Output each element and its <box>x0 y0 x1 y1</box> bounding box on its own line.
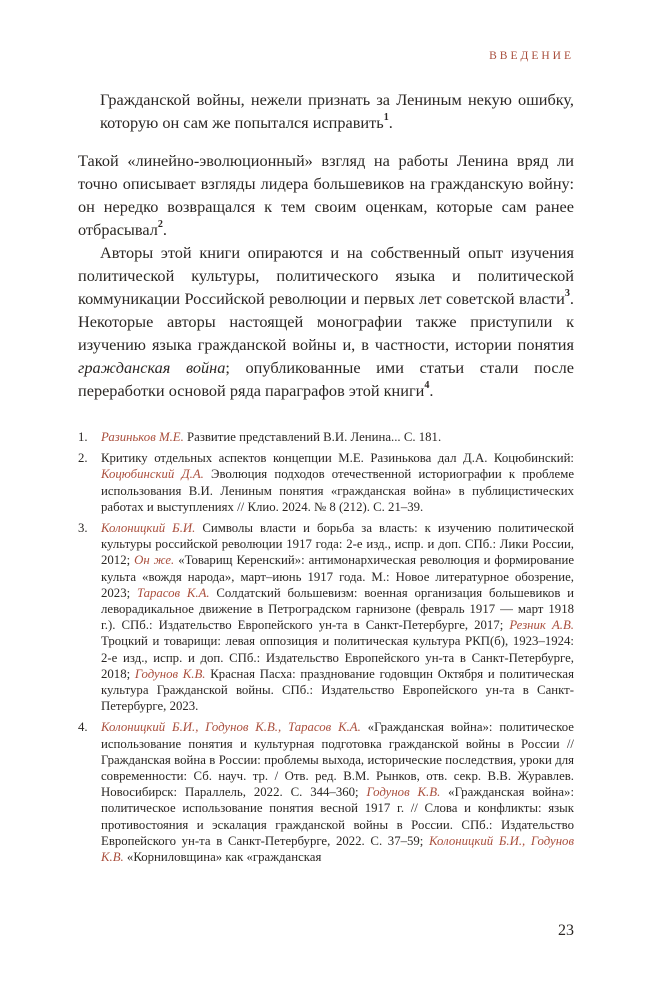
paragraph: Такой «линейно-эволюционный» взгляд на работы Ленина вряд ли точно описывает взгляды лидера большевиков на гражданскую войну: он нередко возвращался к тем своим оценкам, которые сам ранее отбрасывал$^2$. <box>78 151 574 239</box>
body-text <box>78 88 574 402</box>
paragraph: Авторы этой книги опираются и на собственный опыт изучения политической культуры, политического языка и политической коммуникации Российской революции и первых лет советской власти$^3$. Некоторые авторы настоящей монографии также приступили к изучению языка гражданской войны и, в частности, истории понятия гражданская война; опубликованные ими статьи стали после переработки основой ряда параграфов этой книги$^4$. <box>78 243 574 400</box>
paragraph-continuation: Гражданской войны, нежели признать за Лениным некую ошибку, которую он сам же попытался исправить$^1$. <box>100 90 574 132</box>
footnote-number: 4. <box>78 720 88 735</box>
footnote-item <box>78 429 574 445</box>
footnote-item <box>78 520 574 714</box>
footnotes-section <box>78 429 574 865</box>
page-number: 23 <box>558 922 574 939</box>
footnote-item <box>78 719 574 865</box>
footnote-item <box>78 450 574 515</box>
running-header: ВВЕДЕНИЕ <box>489 50 574 62</box>
footnote-number: 3. <box>78 521 88 536</box>
footnote-text: Колоницкий Б.И. Символы власти и борьба за власть: к изучению политической культуры российской революции 1917 года: 2-е изд., испр. и доп. СПб.: Лики России, 2012; Он же. «Товарищ Керенский»: антимонархическая революция и формирование культа «вождя народа», март–июнь 1917 года. М.: Новое литературное обозрение, 2023; Тарасов К.А. Солдатский большевизм: военная организация большевиков и леворадикальное движение в Петроградском гарнизоне (февраль 1917 — март 1918 г.). СПб.: Издательство Европейского ун-та в Санкт-Петербурге, 2017; Резник А.В. Троцкий и товарищи: левая оппозиция и политическая культура РКП(б), 1923–1924: 2-е изд., испр. и доп. СПб.: Издательство Европейского ун-та в Санкт-Петербурге, 2018; Годунов К.В. Красная Пасха: празднование годовщин Октября и политическая культура Гражданской войны. СПб.: Издательство Европейского ун-та в Санкт-Петербурге, 2023. <box>101 521 574 714</box>
footnote-text: Колоницкий Б.И., Годунов К.В., Тарасов К.А. «Гражданская война»: политическое использование понятия и культурная подготовка гражданской войны в России // Гражданская война в России: проблемы выхода, исторические последствия, уроки для современности: Сб. науч. тр. / Отв. ред. В.М. Рынков, отв. секр. В.В. Журавлев. Новосибирск: Параллель, 2022. С. 344–360; Годунов К.В. «Гражданская война»: политическое использование понятия весной 1917 г. // Слова и конфликты: язык противостояния и эскалация гражданской войны в России. СПб.: Издательство Европейского ун-та в Санкт-Петербурге, 2022. С. 37–59; Колоницкий Б.И., Годунов К.В. «Корниловщина» как «гражданская <box>101 720 575 865</box>
footnote-text: Критику отдельных аспектов концепции М.Е. Разинькова дал Д.А. Коцюбинский: Коцюбинский Д.А. Эволюция подходов отечественной историографии к проблеме использования В.И. Лениным понятия «гражданская война» в публицистических работах и выступлениях // Клио. 2024. № 8 (212). С. 21–39. <box>101 451 574 514</box>
footnote-number: 1. <box>78 430 88 444</box>
footnote-number: 2. <box>78 451 88 466</box>
footnote-text: Разиньков М.Е. Развитие представлений В.И. Ленина... С. 181. <box>101 430 442 444</box>
